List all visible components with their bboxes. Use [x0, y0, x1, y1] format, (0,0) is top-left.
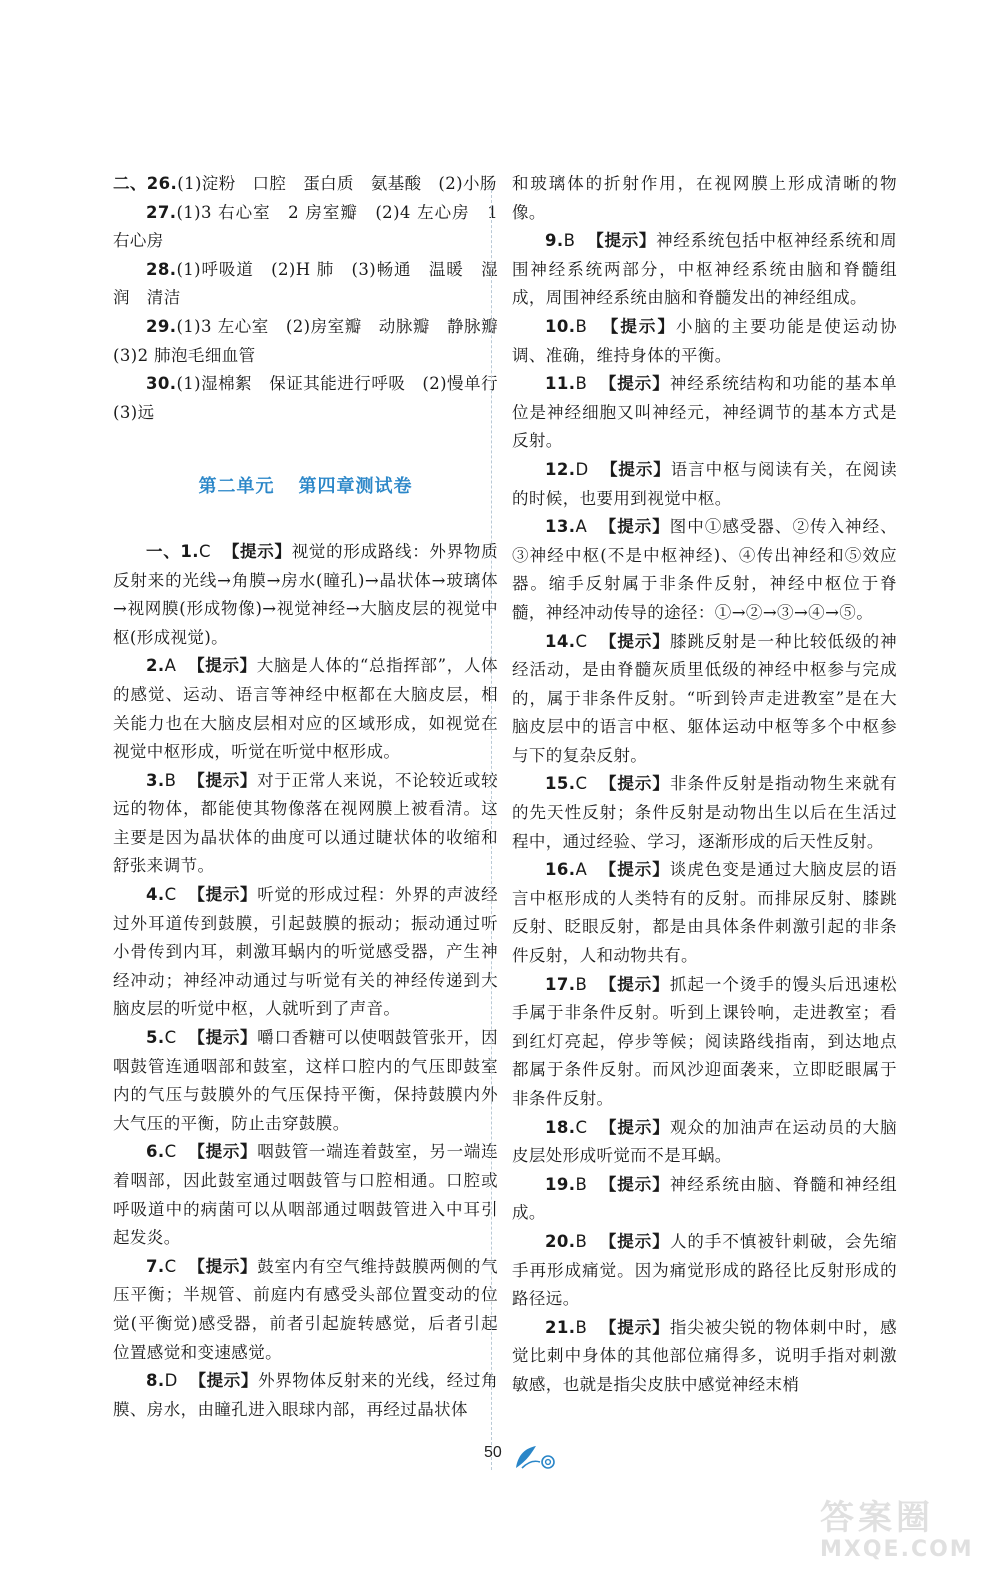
answer-item [113, 1138, 498, 1252]
item-text: 大脑是人体的“总指挥部”，人体的感觉、运动、语言等神经中枢都在大脑皮层，相关能力也在大脑皮层相对应的区域形成，如视觉在视觉中枢形成，听觉在听觉中枢形成。 [113, 656, 498, 762]
answer-item [113, 256, 498, 313]
answer-item [113, 652, 498, 766]
item-number: 6. [146, 1142, 165, 1162]
item-answer: C [575, 631, 588, 651]
hint-label: 【提示】 [189, 1371, 259, 1391]
answer-item [512, 1171, 897, 1228]
intro-block [113, 170, 515, 427]
answer-item [512, 971, 897, 1114]
item-text: 观众的加油声在运动员的大脑皮层处形成听觉而不是耳蜗。 [512, 1117, 897, 1166]
item-text: (1)呼吸道 (2)H 肺 (3)畅通 温暖 湿润 清洁 [113, 259, 498, 308]
item-number: 18. [545, 1117, 576, 1137]
item-answer: B [164, 770, 177, 790]
answer-item [113, 1367, 498, 1424]
answer-item [512, 313, 897, 370]
item-text: 非条件反射是指动物生来就有的先天性反射；条件反射是动物出生以后在生活过程中，通过经验、学习，逐渐形成的后天性反射。 [512, 774, 897, 851]
item-answer: C [164, 1256, 177, 1276]
item-text: 对于正常人来说，不论较近或较远的物体，都能使其物像落在视网膜上被看清。这主要是因为晶状体的曲度可以通过睫状体的收缩和舒张来调节。 [113, 770, 498, 876]
item-answer: A [575, 517, 588, 537]
item-answer: C [575, 774, 588, 794]
watermark-logo-text: 答案圈 [820, 1498, 934, 1538]
answer-item [512, 370, 897, 456]
item-text: 指尖被尖锐的物体刺中时，感觉比刺中身体的其他部位痛得多，说明手指对刺激敏感，也就是指尖皮肤中感觉神经末梢 [512, 1317, 897, 1394]
item-text: 听觉的形成过程：外界的声波经过外耳道传到鼓膜，引起鼓膜的振动；振动通过听小骨传到内耳，刺激耳蜗内的听觉感受器，产生神经冲动；神经冲动通过与听觉有关的神经传递到大脑皮层的听觉中枢，人就听到了声音。 [113, 885, 498, 1019]
item-text: 语言中枢与阅读有关，在阅读的时候，也要用到视觉中枢。 [512, 459, 897, 508]
item-number: 11. [545, 374, 576, 394]
item-text: 鼓室内有空气维持鼓膜两侧的气压平衡；半规管、前庭内有感受头部位置变动的位觉(平衡觉)感受器，前者引起旋转感觉，后者引起位置感觉和变速感觉。 [113, 1256, 498, 1362]
hint-label: 【提示】 [599, 517, 670, 537]
hint-label: 【提示】 [188, 885, 258, 905]
hint-label: 【提示】 [599, 1117, 670, 1137]
hint-label: 【提示】 [599, 774, 670, 794]
answer-item [512, 1228, 897, 1314]
item-text: 外界物体反射来的光线，经过角膜、房水，由瞳孔进入眼球内部，再经过晶状体 [113, 1371, 498, 1419]
item-number: 10. [545, 316, 576, 336]
item-text: 视觉的形成路线：外界物质反射来的光线→角膜→房水(瞳孔)→晶状体→玻璃体→视网膜(形成物像)→视觉神经→大脑皮层的视觉中枢(形成视觉)。 [113, 541, 498, 647]
item-number: 19. [545, 1174, 576, 1194]
item-number: 5. [146, 1028, 165, 1048]
answer-item [512, 1114, 897, 1171]
item-number: 8. [146, 1371, 165, 1391]
answer-item [512, 628, 897, 771]
hint-label: 【提示】 [188, 1142, 258, 1162]
item-answer: C [164, 1142, 177, 1162]
item-number: 12. [545, 459, 576, 479]
answer-item [113, 170, 498, 199]
hint-label: 【提示】 [599, 974, 670, 994]
item-text: 神经系统由脑、脊髓和神经组成。 [512, 1174, 897, 1223]
item-text: 神经系统包括中枢神经系统和周围神经系统两部分，中枢神经系统由脑和脊髓组成，周围神经系统由脑和脊髓发出的神经组成。 [512, 231, 897, 308]
answer-item [113, 370, 515, 427]
item-number: 2. [146, 656, 165, 676]
item-number: 一、1. [146, 541, 199, 561]
item-number: 28. [146, 259, 177, 279]
item-number: 9. [545, 231, 564, 251]
hint-label: 【提示】 [188, 1028, 258, 1048]
page-number: 50 [484, 1444, 502, 1461]
hint-label: 【提示】 [587, 231, 657, 251]
hint-label: 【提示】 [188, 1256, 258, 1276]
section-title [113, 473, 498, 502]
answer-item [512, 227, 897, 313]
site-watermark [820, 1490, 990, 1570]
item-answer: C [164, 885, 177, 905]
item-answer: B [563, 231, 576, 251]
item-answer: B [575, 1174, 588, 1194]
item-answer: C [164, 1028, 177, 1048]
item-number: 17. [545, 974, 576, 994]
item-text: 谈虎色变是通过大脑皮层的语言中枢形成的人类特有的反射。而排尿反射、膝跳反射、眨眼反射，都是由具体条件刺激引起的非条件反射，人和动物共有。 [512, 860, 897, 966]
answer-item [113, 199, 498, 256]
item-answer: B [575, 974, 588, 994]
answer-item [512, 513, 897, 627]
item-number: 16. [545, 860, 576, 880]
answer-item [113, 313, 515, 370]
item-answer: A [164, 656, 177, 676]
hint-label: 【提示】 [599, 631, 670, 651]
item-text: 咽鼓管一端连着鼓室，另一端连着咽部，因此鼓室通过咽鼓管与口腔相通。口腔或呼吸道中的病菌可以从咽部通过咽鼓管进入中耳引起发炎。 [113, 1142, 498, 1248]
section-chapter: 第四章测试卷 [298, 476, 413, 498]
leaf-logo-icon [512, 1442, 560, 1476]
item-text: 神经系统结构和功能的基本单位是神经细胞又叫神经元，神经调节的基本方式是反射。 [512, 374, 897, 451]
item-answer: B [575, 1317, 588, 1337]
item-number: 14. [545, 631, 576, 651]
item-text: 抓起一个烫手的馒头后迅速松手属于非条件反射。听到上课铃响，走进教室；看到红灯亮起，停步等候；阅读路线指南，到达地点都属于条件反射。而风沙迎面袭来，立即眨眼属于非条件反射。 [512, 974, 897, 1108]
item-text: 膝跳反射是一种比较低级的神经活动，是由脊髓灰质里低级的神经中枢参与完成的，属于非条件反射。“听到铃声走进教室”是在大脑皮层中的语言中枢、躯体运动中枢等多个中枢参与下的复杂反射。 [512, 631, 897, 765]
column-divider [491, 180, 492, 1470]
section-unit: 第二单元 [198, 476, 275, 498]
hint-label: 【提示】 [599, 1317, 670, 1337]
item-number: 二、26. [113, 174, 178, 193]
hint-label: 【提示】 [188, 770, 258, 790]
answer-item [113, 767, 498, 881]
right-column [512, 170, 897, 1400]
hint-label: 【提示】 [599, 1231, 670, 1251]
hint-label: 【提示】 [599, 374, 670, 394]
answer-item [113, 1253, 498, 1367]
left-column [113, 170, 515, 1424]
item-number: 4. [146, 885, 165, 905]
answer-item [512, 1314, 897, 1400]
item-number: 30. [146, 374, 177, 394]
answer-item [113, 538, 498, 652]
continued-text: 和玻璃体的折射作用，在视网膜上形成清晰的物像。 [512, 174, 897, 222]
item-text: (1)淀粉 口腔 蛋白质 氨基酸 (2)小肠 [177, 174, 497, 193]
item-text: 图中①感受器、②传入神经、③神经中枢(不是中枢神经)、④传出神经和⑤效应器。缩手反射属于非条件反射，神经中枢位于脊髓，神经冲动传导的途径：①→②→③→④→⑤。 [512, 517, 897, 622]
item-number: 15. [545, 774, 576, 794]
answer-item [512, 456, 897, 513]
item-answer: C [575, 1117, 588, 1137]
item-number: 13. [545, 517, 576, 537]
item-answer: B [575, 316, 588, 336]
hint-label: 【提示】 [599, 860, 670, 880]
item-text: (1)3 右心室 2 房室瓣 (2)4 左心房 1 右心房 [113, 202, 498, 251]
answer-item [512, 770, 897, 856]
item-number: 21. [545, 1317, 576, 1337]
item-answer: B [575, 1231, 588, 1251]
item-answer: C [198, 541, 211, 561]
hint-label: 【提示】 [599, 1174, 670, 1194]
hint-label: 【提示】 [601, 316, 676, 336]
item-number: 20. [545, 1231, 576, 1251]
hint-label: 【提示】 [188, 656, 257, 676]
item-answer: D [164, 1371, 178, 1391]
hint-label: 【提示】 [222, 541, 292, 561]
item-text: 嚼口香糖可以使咽鼓管张开，因咽鼓管连通咽部和鼓室，这样口腔内的气压即鼓室内的气压与鼓膜外的气压保持平衡，保持鼓膜内外大气压的平衡，防止击穿鼓膜。 [113, 1028, 498, 1133]
item-answer: A [575, 860, 588, 880]
item-text: 人的手不慎被针刺破，会先缩手再形成痛觉。因为痛觉形成的路径比反射形成的路径远。 [512, 1231, 897, 1309]
answer-list [113, 538, 498, 1424]
item-text: (1)3 左心室 (2)房室瓣 动脉瓣 静脉瓣 (3)2 肺泡毛细血管 [113, 316, 515, 365]
item-number: 29. [146, 316, 177, 336]
answer-item [113, 881, 498, 1024]
watermark-url: MXQE.COM [820, 1537, 974, 1562]
item-number: 7. [146, 1256, 165, 1276]
item-answer: D [575, 459, 589, 479]
page-footer [0, 1442, 1000, 1482]
item-answer: B [575, 374, 588, 394]
answer-item [113, 1024, 498, 1138]
item-text: (1)湿棉絮 保证其能进行呼吸 (2)慢单行 (3)远 [113, 374, 515, 422]
hint-label: 【提示】 [600, 459, 671, 479]
item-number: 3. [146, 770, 165, 790]
answer-item [512, 856, 897, 970]
item-text: 小脑的主要功能是使运动协调、准确，维持身体的平衡。 [512, 316, 897, 365]
item-number: 27. [146, 202, 177, 222]
